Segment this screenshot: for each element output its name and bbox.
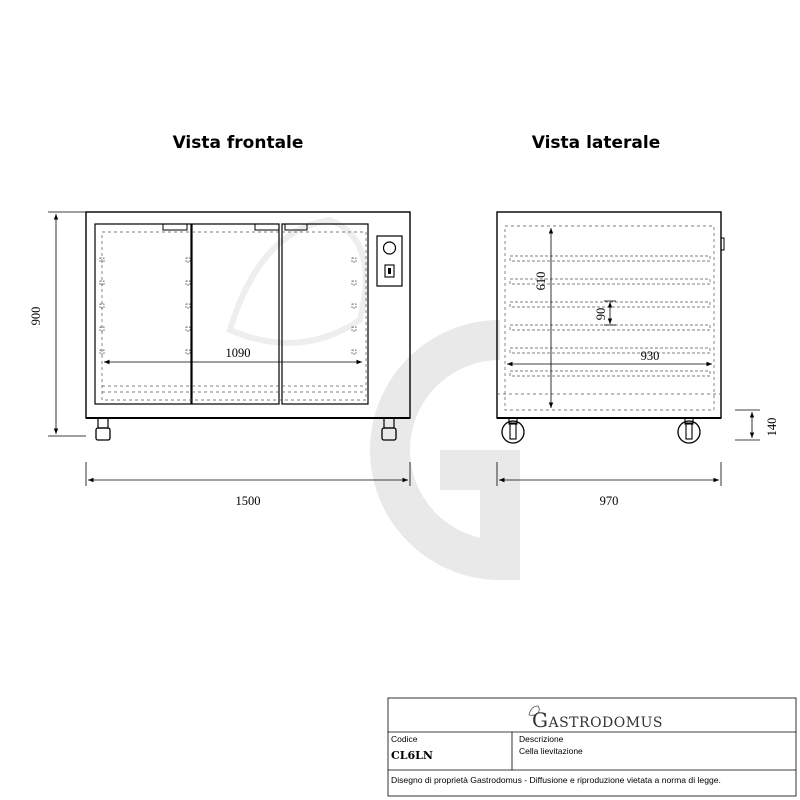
shelf-support-mark — [186, 258, 190, 262]
description-label: Descrizione — [519, 734, 564, 744]
dimension-label-900: 900 — [29, 306, 43, 326]
tray — [510, 325, 710, 330]
dimension-label-1090: 1090 — [225, 346, 251, 360]
shelf-support-mark — [352, 258, 356, 262]
ownership-notice: Disegno di proprietà Gastrodomus - Diffusione e riproduzione vietata a norma di legge. — [391, 775, 721, 785]
code-value: CL6LN — [391, 749, 433, 762]
front-view-title: Vista frontale — [172, 133, 304, 153]
shelf-support-mark — [186, 281, 190, 285]
dimension-label-90: 90 — [594, 307, 608, 321]
side-wheel-right — [678, 418, 700, 443]
side-view-title: Vista laterale — [531, 133, 661, 153]
brand-name: ASTRODOMUS — [548, 715, 663, 731]
shelf-support-mark — [186, 350, 190, 354]
description-value: Cella lievitazione — [519, 746, 583, 756]
dimension-total-depth — [497, 462, 721, 486]
front-foot-left — [96, 418, 110, 440]
control-dial — [384, 242, 396, 254]
control-panel — [377, 236, 402, 286]
dimension-label-140: 140 — [765, 417, 779, 437]
dimension-label-970: 970 — [599, 494, 619, 508]
shelf-support-mark — [352, 281, 356, 285]
shelf-support-mark — [352, 304, 356, 308]
brand-initial: G — [532, 708, 549, 732]
side-inner-dashed — [505, 226, 714, 410]
dimension-label-1500: 1500 — [235, 494, 261, 508]
door-left — [95, 224, 191, 404]
door-handle-left — [163, 224, 187, 230]
door-right — [282, 224, 368, 404]
dimension-total-height — [48, 212, 86, 436]
tray — [510, 348, 710, 353]
tray — [510, 256, 710, 261]
shelf-support-mark — [352, 350, 356, 354]
tray — [510, 371, 710, 376]
dimension-label-930: 930 — [640, 349, 660, 363]
dimension-foot-height — [735, 410, 760, 440]
shelf-support-mark — [186, 304, 190, 308]
dimension-total-width — [86, 462, 410, 486]
side-hinge — [721, 238, 724, 250]
side-wheel-left — [502, 418, 524, 443]
code-label: Codice — [391, 734, 418, 744]
door-handle-middle — [255, 224, 279, 230]
watermark-logo — [230, 220, 500, 560]
shelf-support-mark — [186, 327, 190, 331]
dimension-label-610: 610 — [534, 271, 548, 291]
side-cabinet-outline — [497, 212, 721, 418]
side-view — [497, 212, 724, 443]
gastrodomus-logo — [529, 706, 663, 732]
svg-text:GASTRODOMUS — [532, 708, 663, 732]
